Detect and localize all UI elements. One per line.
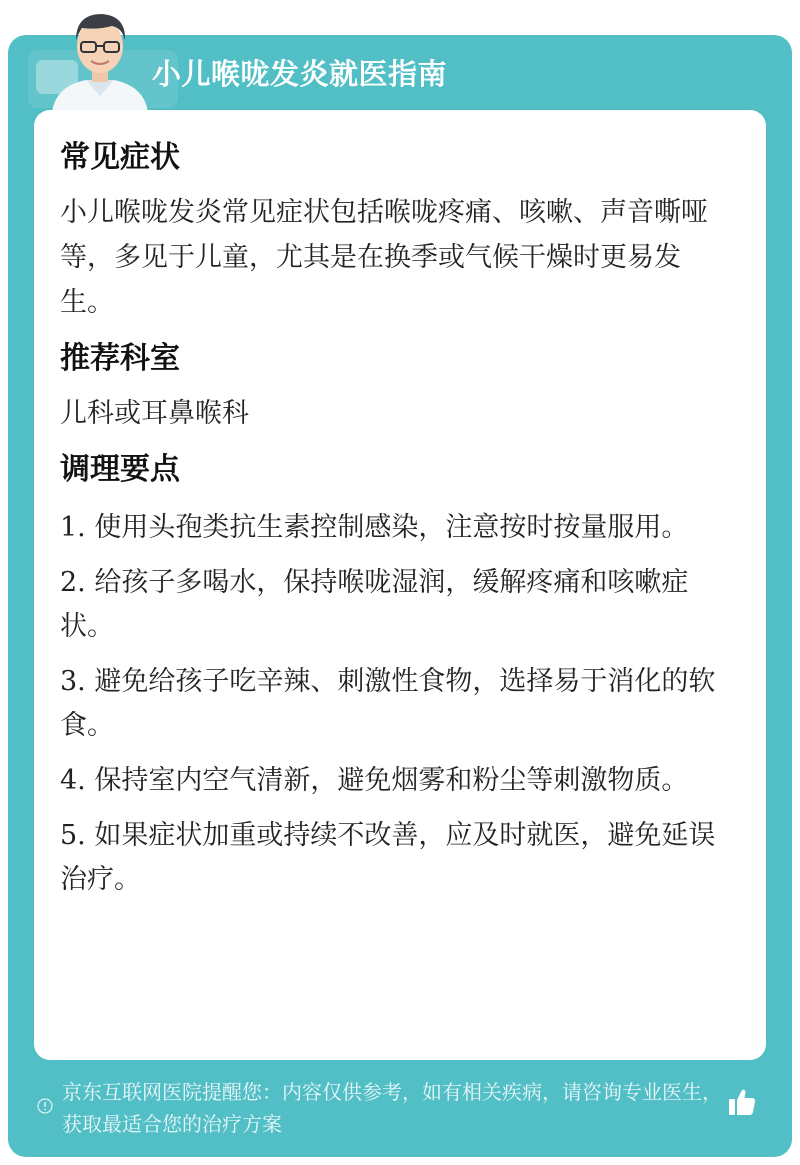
info-icon <box>37 1098 53 1114</box>
doctor-avatar <box>46 6 154 112</box>
care-item-text: 使用头孢类抗生素控制感染，注意按时按量服用。 <box>94 512 689 543</box>
thumbs-up-icon[interactable] <box>726 1086 758 1118</box>
care-item-number: 2. <box>60 567 86 598</box>
care-item-number: 1. <box>60 512 86 543</box>
care-item <box>60 759 730 803</box>
care-item-text: 给孩子多喝水，保持喉咙湿润，缓解疼痛和咳嗽症状。 <box>60 567 689 642</box>
page-title: 小儿喉咙发炎就医指南 <box>152 57 448 91</box>
content-body <box>60 134 730 913</box>
care-item-text: 保持室内空气清新，避免烟雾和粉尘等刺激物质。 <box>94 765 689 796</box>
care-item <box>60 814 730 902</box>
care-item <box>60 660 730 748</box>
care-item-number: 3. <box>60 666 86 697</box>
care-item-number: 4. <box>60 765 86 796</box>
section-title-care: 调理要点 <box>60 452 180 487</box>
care-item-text: 避免给孩子吃辛辣、刺激性食物，选择易于消化的软食。 <box>60 666 716 741</box>
care-item-text: 如果症状加重或持续不改善，应及时就医，避免延误治疗。 <box>60 820 716 895</box>
care-item <box>60 506 730 550</box>
care-item-number: 5. <box>60 820 86 851</box>
section-title-symptoms: 常见症状 <box>60 140 180 175</box>
symptoms-text: 小儿喉咙发炎常见症状包括喉咙疼痛、咳嗽、声音嘶哑等，多见于儿童，尤其是在换季或气候干燥时更易发生。 <box>60 197 708 318</box>
disclaimer-text: 京东互联网医院提醒您：内容仅供参考，如有相关疾病，请咨询专业医生，获取最适合您的治疗方案 <box>62 1080 722 1136</box>
department-text: 儿科或耳鼻喉科 <box>60 398 249 429</box>
section-title-department: 推荐科室 <box>60 341 180 376</box>
care-item <box>60 561 730 649</box>
